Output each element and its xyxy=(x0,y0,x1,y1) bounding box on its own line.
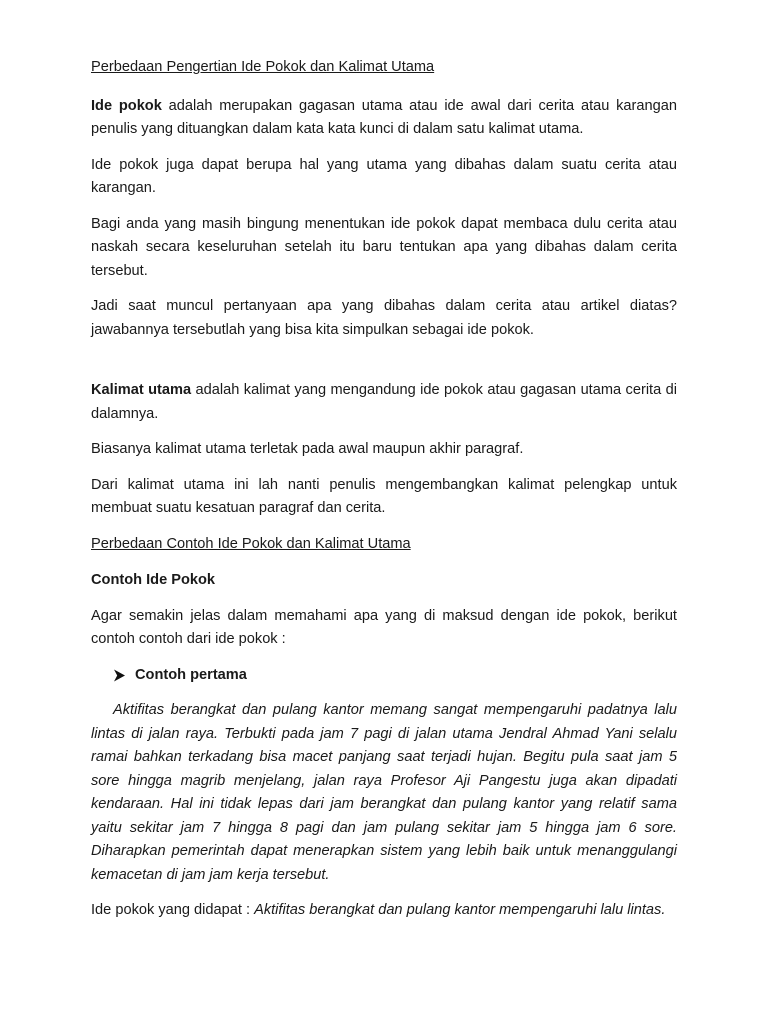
subheading-contoh-ide-pokok: Contoh Ide Pokok xyxy=(91,572,216,588)
section-title-pengertian: Perbedaan Pengertian Ide Pokok dan Kalimat Utama xyxy=(91,59,435,75)
term-ide-pokok: Ide pokok xyxy=(91,97,162,114)
paragraph-result xyxy=(91,899,677,923)
bullet-label: Contoh pertama xyxy=(135,667,247,684)
section-title-contoh: Perbedaan Contoh Ide Pokok dan Kalimat Utama xyxy=(91,535,411,552)
paragraph: Jadi saat muncul pertanyaan apa yang dibahas dalam cerita atau artikel diatas? jawabannya tersebutlah yang bisa kita simpulkan sebagai ide pokok. xyxy=(91,298,677,338)
term-kalimat-utama: Kalimat utama xyxy=(91,382,192,398)
paragraph-kalimat-utama-definition xyxy=(91,379,677,426)
paragraph-intro: Agar semakin jelas dalam memahami apa yang di maksud dengan ide pokok, berikut contoh contoh dari ide pokok : xyxy=(91,607,677,647)
paragraph: Ide pokok juga dapat berupa hal yang utama yang dibahas dalam suatu cerita atau karangan. xyxy=(91,156,677,196)
result-value: Aktifitas berangkat dan pulang kantor mempengaruhi lalu lintas. xyxy=(254,902,666,918)
definition-text: adalah merupakan gagasan utama atau ide awal dari cerita atau karangan penulis yang dituangkan dalam kata kata kunci di dalam satu kalimat utama. xyxy=(91,97,677,137)
definition-text: adalah kalimat yang mengandung ide pokok atau gagasan utama cerita di dalamnya. xyxy=(91,382,677,422)
paragraph: Bagi anda yang masih bingung menentukan ide pokok dapat membaca dulu cerita atau naskah secara keseluruhan setelah itu baru tentukan apa yang dibahas dalam cerita tersebut. xyxy=(91,215,677,279)
arrow-bullet-icon xyxy=(113,669,135,682)
paragraph-ide-pokok-definition xyxy=(91,95,677,142)
bullet-item-contoh-pertama xyxy=(91,664,677,688)
paragraph: Biasanya kalimat utama terletak pada awal maupun akhir paragraf. xyxy=(91,441,524,457)
result-label: Ide pokok yang didapat : xyxy=(91,902,255,918)
paragraph: Dari kalimat utama ini lah nanti penulis mengembangkan kalimat pelengkap untuk membuat suatu kesatuan paragraf dan cerita. xyxy=(91,476,677,516)
example-paragraph: Aktifitas berangkat dan pulang kantor memang sangat mempengaruhi padatnya lalu lintas di jalan raya. Terbukti pada jam 7 pagi di jalan utama Jendral Ahmad Yani selalu ramai bahkan terkadang bisa macet panjang saat terjadi hujan. Begitu pula saat jam 5 sore hingga magrib menjelang, jalan raya Profesor Aji Pangestu juga akan dipadati kendaraan. Hal ini tidak lepas dari jam berangkat dan pulang kantor yang relatif sama yaitu sekitar jam 7 hingga 8 pagi dan jam pulang sekitar jam 5 hingga jam 6 sore. Diharapkan pemerintah dapat menerapkan sistem yang lebih baik untuk menanggulangi kemacetan di jam jam kerja tersebut. xyxy=(91,702,677,883)
